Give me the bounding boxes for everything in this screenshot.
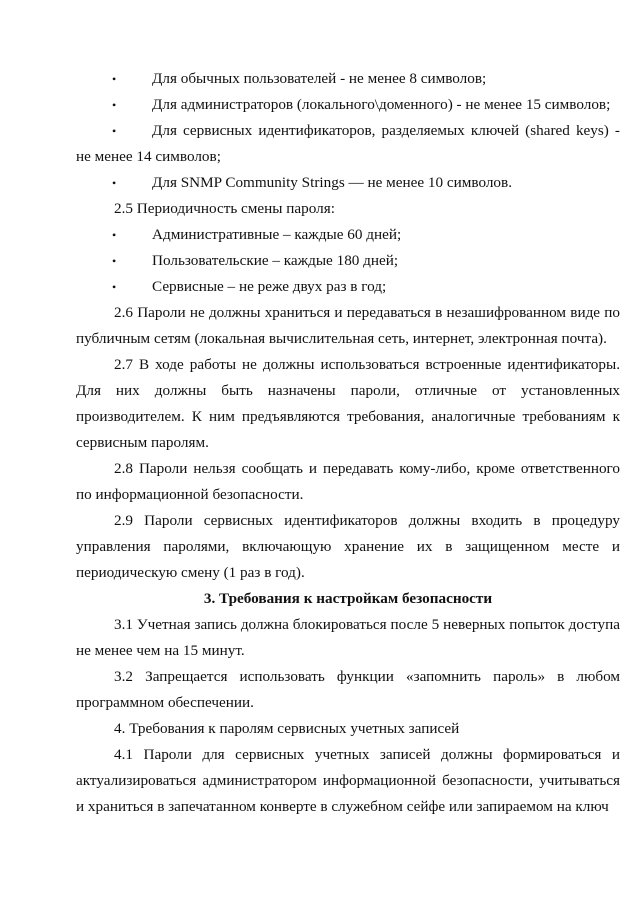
bullet-icon: • — [112, 254, 117, 268]
bullet-text: Административные – каждые 60 дней; — [152, 226, 402, 243]
bullet-item — [76, 92, 620, 118]
section-3-heading: 3. Требования к настройкам безопасности — [203, 590, 493, 607]
bullet-text: Пользовательские – каждые 180 дней; — [152, 252, 399, 269]
paragraph-3-2: 3.2 Запрещается использовать функции «запомнить пароль» в любом программном обеспечении. — [76, 668, 620, 711]
paragraph-2-7: 2.7 В ходе работы не должны использоваться встроенные идентификаторы. Для них должны быть назначены пароли, отличные от установленных производителем. К ним предъявляются требования, аналогичные требованиям к сервисным паролям. — [76, 356, 620, 451]
section-2-5-title: 2.5 Периодичность смены пароля: — [114, 200, 335, 217]
bullet-icon: • — [112, 280, 117, 294]
bullet-text: Для сервисных идентификаторов, разделяемых ключей (shared keys) - не менее 14 символов; — [76, 122, 620, 165]
paragraph-2-9: 2.9 Пароли сервисных идентификаторов должны входить в процедуру управления паролями, включающую хранение их в защищенном месте и периодическую смену (1 раз в год). — [76, 512, 620, 581]
bullet-text: Сервисные – не реже двух раз в год; — [152, 278, 387, 295]
bullet-item — [76, 222, 620, 248]
paragraph-2-8: 2.8 Пароли нельзя сообщать и передавать кому-либо, кроме ответственного по информационной безопасности. — [76, 460, 620, 503]
bullet-item — [76, 170, 620, 196]
bullet-icon: • — [112, 72, 117, 86]
bullet-text: Для обычных пользователей - не менее 8 символов; — [152, 70, 487, 87]
bullet-item — [76, 118, 620, 170]
paragraph-4-1: 4.1 Пароли для сервисных учетных записей должны формироваться и актуализироваться администратором информационной безопасности, учитываться и храниться в запечатанном конверте в служебном сейфе или запираемом на ключ — [76, 746, 620, 815]
bullet-icon: • — [112, 124, 117, 138]
section-4-heading: 4. Требования к паролям сервисных учетных записей — [114, 720, 460, 737]
document-body — [76, 66, 620, 820]
bullet-item — [76, 274, 620, 300]
paragraph-3-1: 3.1 Учетная запись должна блокироваться после 5 неверных попыток доступа не менее чем на 15 минут. — [76, 616, 620, 659]
bullet-text: Для администраторов (локального\доменного) - не менее 15 символов; — [152, 96, 611, 113]
bullet-icon: • — [112, 98, 117, 112]
bullet-text: Для SNMP Community Strings — не менее 10 символов. — [152, 174, 512, 191]
bullet-icon: • — [112, 228, 117, 242]
bullet-item — [76, 248, 620, 274]
bullet-icon: • — [112, 176, 117, 190]
bullet-item — [76, 66, 620, 92]
paragraph-2-6: 2.6 Пароли не должны храниться и передаваться в незашифрованном виде по публичным сетям (локальная вычислительная сеть, интернет, электронная почта). — [76, 304, 620, 347]
